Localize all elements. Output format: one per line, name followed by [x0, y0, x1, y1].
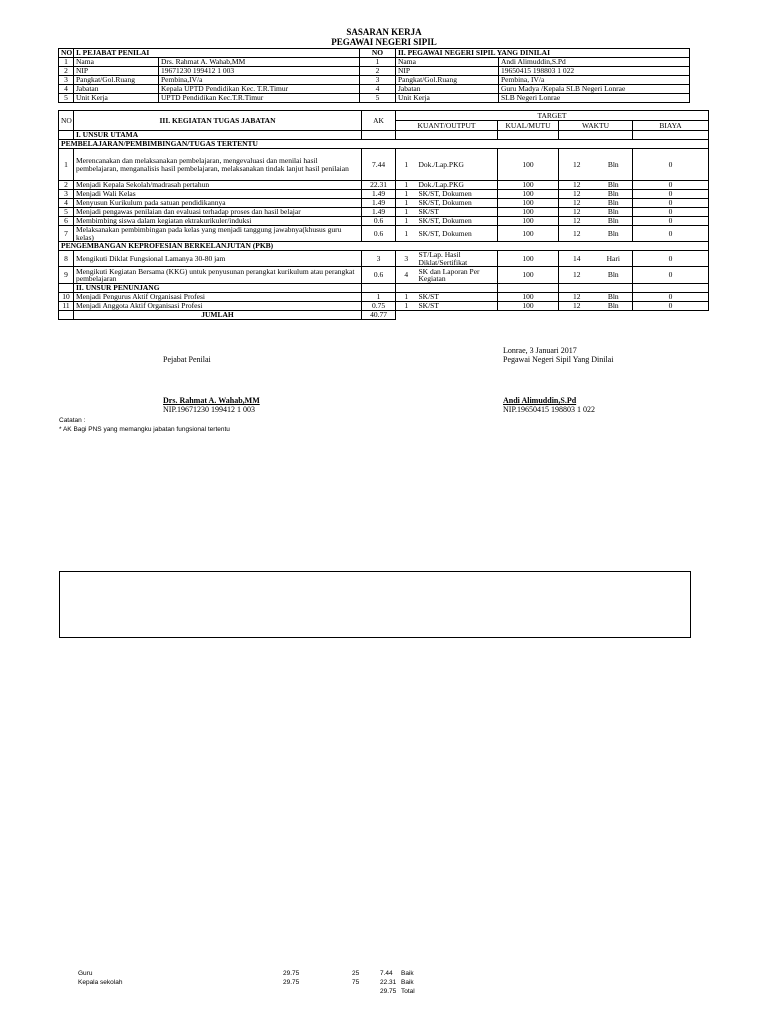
footer-d: Baik [401, 970, 414, 977]
activity-satuan: Bln [595, 293, 633, 302]
activity-row [59, 293, 709, 302]
activity-no: 4 [59, 199, 74, 208]
activity-satuan: Bln [595, 267, 633, 284]
activity-output: SK/ST [417, 302, 498, 311]
activity-biaya: 0 [633, 208, 709, 217]
footer-b: 75 [352, 979, 360, 986]
right-signer-name: Andi Alimuddin,S.Pd [503, 396, 577, 405]
jumlah-label: JUMLAH [74, 311, 362, 320]
activity-satuan: Bln [595, 190, 633, 199]
activity-waktu: 12 [559, 190, 595, 199]
activity-row [59, 217, 709, 226]
activity-qty: 1 [396, 208, 417, 217]
activity-no: 7 [59, 226, 74, 242]
place-date: Lonrae, 3 Januari 2017 [503, 346, 577, 355]
activity-qty: 1 [396, 217, 417, 226]
jumlah-value: 40.77 [362, 311, 396, 320]
kegiatan-header: III. KEGIATAN TUGAS JABATAN [74, 111, 362, 131]
activity-description: Menjadi Wali Kelas [74, 190, 362, 199]
unsur-penunjang-row [59, 284, 709, 293]
section-pembelajaran-row [59, 140, 709, 149]
activity-kual: 100 [498, 149, 559, 181]
activity-biaya: 0 [633, 293, 709, 302]
activity-output: SK/ST, Dokumen [417, 190, 498, 199]
activity-biaya: 0 [633, 302, 709, 311]
activity-description: Menjadi pengawas penilaian dan evaluasi terhadap proses dan hasil belajar [74, 208, 362, 217]
activity-satuan: Bln [595, 149, 633, 181]
activity-output: SK/ST [417, 208, 498, 217]
activity-row [59, 190, 709, 199]
unsur-utama-label: I. UNSUR UTAMA [74, 131, 362, 140]
identity-row [59, 85, 690, 94]
activity-kual: 100 [498, 267, 559, 284]
right-signer-role: Pegawai Negeri Sipil Yang Dinilai [503, 355, 614, 364]
identity-no: 2 [59, 67, 74, 76]
activity-ak: 0.75 [362, 302, 396, 311]
identity-no2: 3 [360, 76, 396, 85]
footer-label: Kepala sekolah [78, 979, 123, 986]
activity-kual: 100 [498, 181, 559, 190]
activities-table [58, 110, 709, 320]
activity-ak: 1.49 [362, 199, 396, 208]
identity-no2: 4 [360, 85, 396, 94]
footer-d: Total [401, 988, 415, 995]
activity-satuan: Bln [595, 208, 633, 217]
activity-satuan: Hari [595, 251, 633, 267]
identity-value: Pembina,IV/a [159, 76, 360, 85]
footer-b: 25 [352, 970, 360, 977]
identity-no2: 5 [360, 94, 396, 103]
identity-label2: Jabatan [396, 85, 499, 94]
identity-value: 19671230 199412 1 003 [159, 67, 360, 76]
identity-label: Nama [74, 58, 159, 67]
activity-output: SK dan Laporan Per Kegiatan [417, 267, 498, 284]
activity-qty: 4 [396, 267, 417, 284]
identity-value2: SLB Negeri Lonrae [499, 94, 690, 103]
identity-value2: 19650415 198803 1 022 [499, 67, 690, 76]
activity-qty: 1 [396, 190, 417, 199]
activity-no: 1 [59, 149, 74, 181]
identity-label2: NIP [396, 67, 499, 76]
activity-no: 10 [59, 293, 74, 302]
activity-ak: 0.6 [362, 267, 396, 284]
document-title: SASARAN KERJA [346, 27, 422, 37]
col-no2-header: NO [360, 49, 396, 58]
activity-waktu: 12 [559, 302, 595, 311]
activity-no: 9 [59, 267, 74, 284]
activity-waktu: 12 [559, 199, 595, 208]
activity-row [59, 267, 709, 284]
activity-description: Mengikuti Diklat Fungsional Lamanya 30-80 jam [74, 251, 362, 267]
activity-row [59, 208, 709, 217]
footer-c: 22.31 [380, 979, 397, 986]
ak-header: AK [362, 111, 396, 131]
identity-no: 3 [59, 76, 74, 85]
activity-output: SK/ST, Dokumen [417, 226, 498, 242]
footer-label: Guru [78, 970, 93, 977]
activity-row [59, 226, 709, 242]
unsur-penunjang-label: II. UNSUR PENUNJANG [74, 284, 362, 293]
activity-row [59, 251, 709, 267]
activity-waktu: 12 [559, 181, 595, 190]
activity-no: 6 [59, 217, 74, 226]
target-header: TARGET [396, 111, 709, 121]
kual-mutu-header: KUAL/MUTU [498, 121, 559, 131]
identity-value2: Guru Madya /Kepala SLB Negeri Lonrae [499, 85, 690, 94]
activity-output: Dok./Lap.PKG [417, 181, 498, 190]
activity-output: Dok./Lap.PKG [417, 149, 498, 181]
activity-qty: 3 [396, 251, 417, 267]
identity-row [59, 67, 690, 76]
identity-row [59, 94, 690, 103]
activity-description: Menyusun Kurikulum pada satuan pendidikannya [74, 199, 362, 208]
footer-c: 7.44 [380, 970, 393, 977]
activity-description: Menjadi Kepala Sekolah/madrasah pertahun [74, 181, 362, 190]
activity-satuan: Bln [595, 302, 633, 311]
activity-ak: 3 [362, 251, 396, 267]
activity-kual: 100 [498, 251, 559, 267]
section-pkb-row [59, 242, 709, 251]
notes-box [59, 571, 691, 638]
activity-qty: 1 [396, 302, 417, 311]
identity-no: 1 [59, 58, 74, 67]
activity-biaya: 0 [633, 217, 709, 226]
activity-biaya: 0 [633, 190, 709, 199]
identity-label2: Unit Kerja [396, 94, 499, 103]
identity-table [58, 48, 690, 103]
activity-qty: 1 [396, 199, 417, 208]
activity-qty: 1 [396, 293, 417, 302]
activity-row [59, 181, 709, 190]
activity-description: Menjadi Pengurus Aktif Organisasi Profesi [74, 293, 362, 302]
jumlah-row [59, 311, 709, 320]
activity-waktu: 12 [559, 217, 595, 226]
left-signer-nip: NIP.19671230 199412 1 003 [163, 405, 256, 414]
activity-biaya: 0 [633, 149, 709, 181]
activity-description: Merencanakan dan melaksanakan pembelajaran, mengevaluasi dan menilai hasil pembelajaran, menganalisis hasil pembelajaran, melaksanakan tindak lanjut hasil penilaian [74, 149, 362, 181]
activity-kual: 100 [498, 302, 559, 311]
identity-header-row [59, 49, 690, 58]
left-signer-role: Pejabat Penilai [163, 355, 211, 364]
activity-output: SK/ST, Dokumen [417, 199, 498, 208]
activity-row [59, 199, 709, 208]
identity-no: 4 [59, 85, 74, 94]
activity-waktu: 14 [559, 251, 595, 267]
notes-text: * AK Bagi PNS yang memangku jabatan fungsional tertentu [59, 426, 230, 433]
activity-kual: 100 [498, 293, 559, 302]
identity-row [59, 58, 690, 67]
activity-ak: 1.49 [362, 190, 396, 199]
identity-value: UPTD Pendidikan Kec.T.R.Timur [159, 94, 360, 103]
identity-no2: 2 [360, 67, 396, 76]
activity-biaya: 0 [633, 226, 709, 242]
activity-biaya: 0 [633, 267, 709, 284]
right-signer-nip: NIP.19650415 198803 1 022 [503, 405, 596, 414]
waktu-header: WAKTU [559, 121, 633, 131]
notes-label: Catatan : [59, 417, 86, 424]
activity-description: Menjadi Anggota Aktif Organisasi Profesi [74, 302, 362, 311]
activity-satuan: Bln [595, 181, 633, 190]
activity-biaya: 0 [633, 199, 709, 208]
activity-description: Melaksanakan pembimbingan pada kelas yang menjadi tanggung jawabnya(khusus guru kelas) [74, 226, 362, 242]
identity-no: 5 [59, 94, 74, 103]
activity-no: 2 [59, 181, 74, 190]
biaya-header: BIAYA [633, 121, 709, 131]
identity-value: Drs. Rahmat A. Wahab,MM [159, 58, 360, 67]
activity-description: Membimbing siswa dalam kegiatan ektrakurikuler/induksi [74, 217, 362, 226]
activity-waktu: 12 [559, 267, 595, 284]
activity-kual: 100 [498, 190, 559, 199]
activity-qty: 1 [396, 149, 417, 181]
left-signer-name: Drs. Rahmat A. Wahab,MM [163, 396, 260, 405]
activity-no: 5 [59, 208, 74, 217]
activity-biaya: 0 [633, 251, 709, 267]
identity-label: Pangkat/Gol.Ruang [74, 76, 159, 85]
section-pkb-label: PENGEMBANGAN KEPROFESIAN BERKELANJUTAN (PKB) [59, 242, 709, 251]
identity-label: Unit Kerja [74, 94, 159, 103]
activity-output: SK/ST [417, 293, 498, 302]
activity-row [59, 149, 709, 181]
identity-label: Jabatan [74, 85, 159, 94]
activity-no: 8 [59, 251, 74, 267]
identity-label2: Pangkat/Gol.Ruang [396, 76, 499, 85]
kuant-output-header: KUANT/OUTPUT [396, 121, 498, 131]
unsur-utama-row [59, 131, 709, 140]
activity-qty: 1 [396, 226, 417, 242]
activity-ak: 0.6 [362, 226, 396, 242]
activity-qty: 1 [396, 181, 417, 190]
identity-no2: 1 [360, 58, 396, 67]
identity-value2: Andi Alimuddin,S.Pd [499, 58, 690, 67]
target-header-row [59, 111, 709, 121]
document-subtitle: PEGAWAI NEGERI SIPIL [331, 37, 437, 47]
pegawai-dinilai-header: II. PEGAWAI NEGERI SIPIL YANG DINILAI [396, 49, 690, 58]
col-no-header: NO [59, 111, 74, 131]
footer-a: 29.75 [283, 970, 300, 977]
activity-waktu: 12 [559, 149, 595, 181]
activity-ak: 22.31 [362, 181, 396, 190]
activity-row [59, 302, 709, 311]
activity-ak: 0.6 [362, 217, 396, 226]
activity-satuan: Bln [595, 226, 633, 242]
activity-ak: 1 [362, 293, 396, 302]
identity-value2: Pembina, IV/a [499, 76, 690, 85]
activity-no: 3 [59, 190, 74, 199]
identity-label: NIP [74, 67, 159, 76]
section-pembelajaran-label: PEMBELAJARAN/PEMBIMBINGAN/TUGAS TERTENTU [59, 140, 709, 149]
activity-satuan: Bln [595, 217, 633, 226]
activity-waktu: 12 [559, 293, 595, 302]
identity-row [59, 76, 690, 85]
activity-satuan: Bln [595, 199, 633, 208]
activity-kual: 100 [498, 217, 559, 226]
footer-d: Baik [401, 979, 414, 986]
activity-biaya: 0 [633, 181, 709, 190]
activity-description: Mengikuti Kegiatan Bersama (KKG) untuk penyusunan perangkat kurikulum atau perangkat pembelajaran [74, 267, 362, 284]
activity-kual: 100 [498, 226, 559, 242]
activity-waktu: 12 [559, 208, 595, 217]
activity-waktu: 12 [559, 226, 595, 242]
footer-c: 29.75 [380, 988, 397, 995]
identity-label2: Nama [396, 58, 499, 67]
activity-no: 11 [59, 302, 74, 311]
activity-ak: 1.49 [362, 208, 396, 217]
activity-kual: 100 [498, 199, 559, 208]
activity-output: ST/Lap. Hasil Diklat/Sertifikat [417, 251, 498, 267]
pejabat-penilai-header: I. PEJABAT PENILAI [74, 49, 360, 58]
activity-output: SK/ST, Dokumen [417, 217, 498, 226]
col-no-header: NO [59, 49, 74, 58]
footer-a: 29.75 [283, 979, 300, 986]
identity-value: Kepala UPTD Pendidikan Kec. T.R.Timur [159, 85, 360, 94]
activity-ak: 7.44 [362, 149, 396, 181]
activity-kual: 100 [498, 208, 559, 217]
